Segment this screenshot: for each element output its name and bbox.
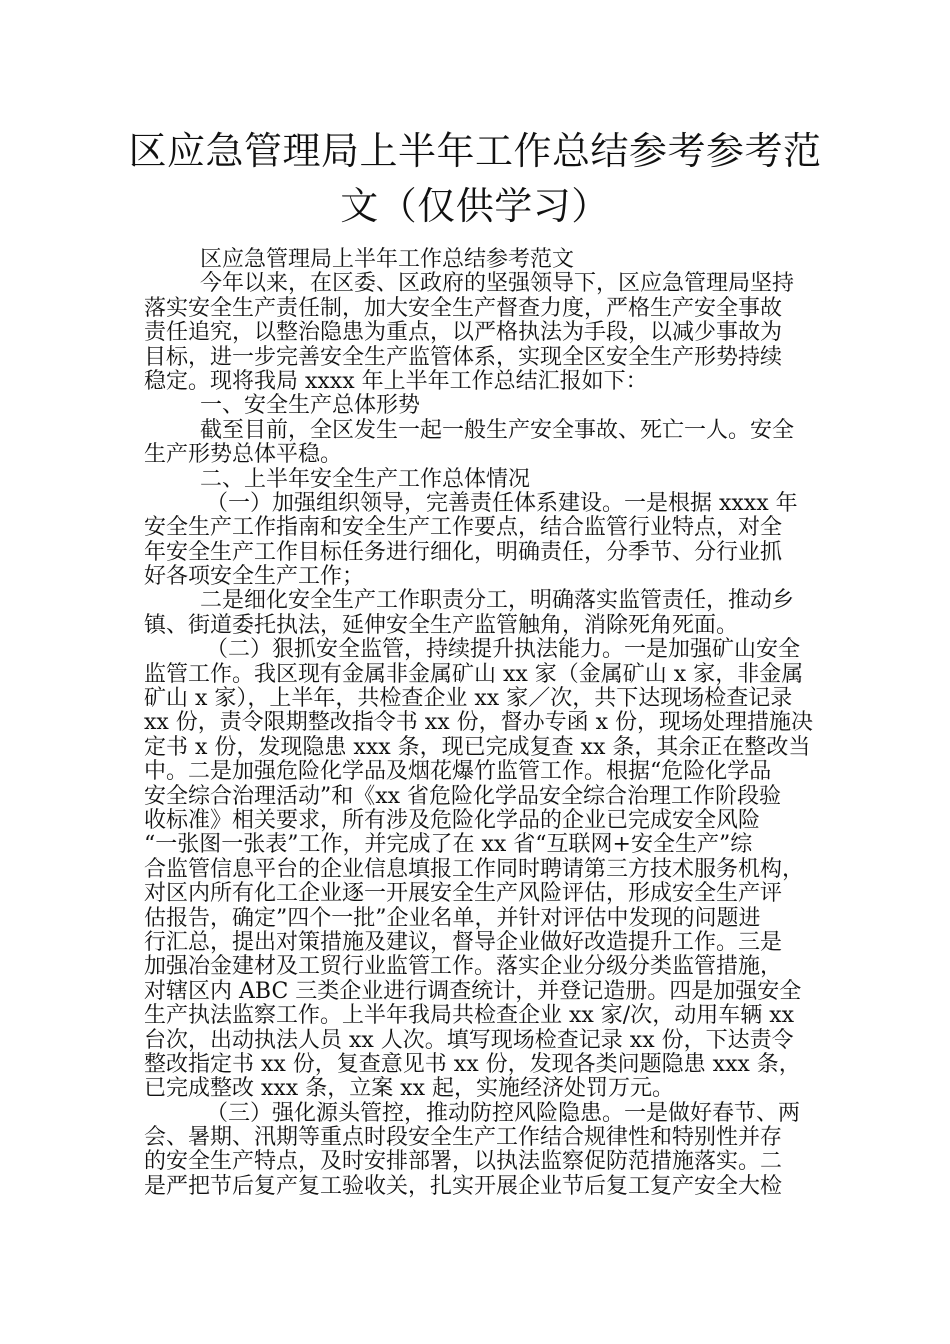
body-line: 合监管信息平台的企业信息填报工作同时聘请第三方技术服务机构， <box>144 856 805 882</box>
document-title <box>120 124 830 234</box>
body-line: 目标，进一步完善安全生产监管体系，实现全区安全生产形势持续 <box>144 344 783 370</box>
body-line: 镇、街道委托执法，延伸安全生产监管触角，消除死角死面。 <box>144 612 739 638</box>
body-line: 已完成整改 xxx 条，立案 xx 起，实施经济处罚万元。 <box>144 1076 675 1102</box>
document-body <box>144 248 816 1199</box>
body-line: 安全生产工作指南和安全生产工作要点，结合监管行业特点，对全 <box>144 515 783 541</box>
body-line: （一）加强组织领导，完善责任体系建设。一是根据 xxxx 年 <box>206 490 798 516</box>
body-line: 中。二是加强危险化学品及烟花爆竹监管工作。根据“危险化学品 <box>144 759 772 785</box>
body-line: 生产形势总体平稳。 <box>144 442 343 468</box>
body-line: 台次，出动执法人员 xx 人次。填写现场检查记录 xx 份，下达责令 <box>144 1027 794 1053</box>
body-line: xx 份，责令限期整改指令书 xx 份，督办专函 x 份，现场处理措施决 <box>144 710 814 736</box>
body-line: 是严把节后复产复工验收关，扎实开展企业节后复工复产安全大检 <box>144 1173 783 1199</box>
body-line: 区应急管理局上半年工作总结参考范文 <box>200 247 575 272</box>
body-line: 生产执法监察工作。上半年我局共检查企业 xx 家/次，动用车辆 xx <box>144 1003 795 1029</box>
body-line: 好各项安全生产工作； <box>144 564 365 590</box>
body-line: 二、上半年安全生产工作总体情况 <box>200 466 531 492</box>
body-line: 对辖区内 ABC 三类企业进行调查统计，并登记造册。四是加强安全 <box>144 978 802 1004</box>
body-line: 对区内所有化工企业逐一开展安全生产风险评估，形成安全生产评 <box>144 881 783 907</box>
body-line: 安全综合治理活动”和《xx 省危险化学品安全综合治理工作阶段验 <box>144 783 782 809</box>
body-line: （三）强化源头管控，推动防控风险隐患。一是做好春节、两 <box>206 1100 801 1126</box>
body-line: 估报告，确定”四个一批”企业名单，并针对评估中发现的问题进 <box>144 905 761 931</box>
body-line: 落实安全生产责任制，加大安全生产督查力度，严格生产安全事故 <box>144 295 783 321</box>
body-line: （二）狠抓安全监管，持续提升执法能力。一是加强矿山安全 <box>206 637 801 663</box>
body-line: 会、暑期、汛期等重点时段安全生产工作结合规律性和特别性并存 <box>144 1125 783 1151</box>
body-line: 监管工作。我区现有金属非金属矿山 xx 家（金属矿山 x 家，非金属 <box>144 661 804 687</box>
body-line: 责任追究，以整治隐患为重点，以严格执法为手段，以减少事故为 <box>144 320 783 346</box>
body-line: 一、安全生产总体形势 <box>200 393 421 419</box>
body-line: 整改指定书 xx 份，复查意见书 xx 份，发现各类问题隐患 xxx 条， <box>144 1051 801 1077</box>
body-line: 截至目前，全区发生一起一般生产安全事故、死亡一人。安全 <box>200 417 795 443</box>
body-line: 加强冶金建材及工贸行业监管工作。落实企业分级分类监管措施， <box>144 954 783 980</box>
title-line: 区应急管理局上半年工作总结参考参考范 <box>128 129 822 173</box>
body-line: 稳定。现将我局 xxxx 年上半年工作总结汇报如下： <box>144 368 648 394</box>
body-line: 的安全生产特点，及时安排部署，以执法监察促防范措施落实。二 <box>144 1149 783 1175</box>
body-line: 定书 x 份，发现隐患 xxx 条，现已完成复查 xx 条，其余正在整改当 <box>144 734 811 760</box>
body-line: 年安全生产工作目标任务进行细化，明确责任，分季节、分行业抓 <box>144 539 783 565</box>
body-line: 今年以来，在区委、区政府的坚强领导下，区应急管理局坚持 <box>200 271 795 297</box>
body-line: 矿山 x 家），上半年，共检查企业 xx 家／次，共下达现场检查记录 <box>144 686 793 712</box>
body-line: 行汇总，提出对策措施及建议，督导企业做好改造提升工作。三是 <box>144 929 783 955</box>
body-line: “一张图一张表”工作，并完成了在 xx 省“互联网+安全生产”综 <box>144 832 753 858</box>
body-line: 收标准》相关要求，所有涉及危险化学品的企业已完成安全风险 <box>144 807 761 833</box>
body-line: 二是细化安全生产工作职责分工，明确落实监管责任，推动乡 <box>200 588 795 614</box>
title-line: 文（仅供学习） <box>340 184 610 228</box>
